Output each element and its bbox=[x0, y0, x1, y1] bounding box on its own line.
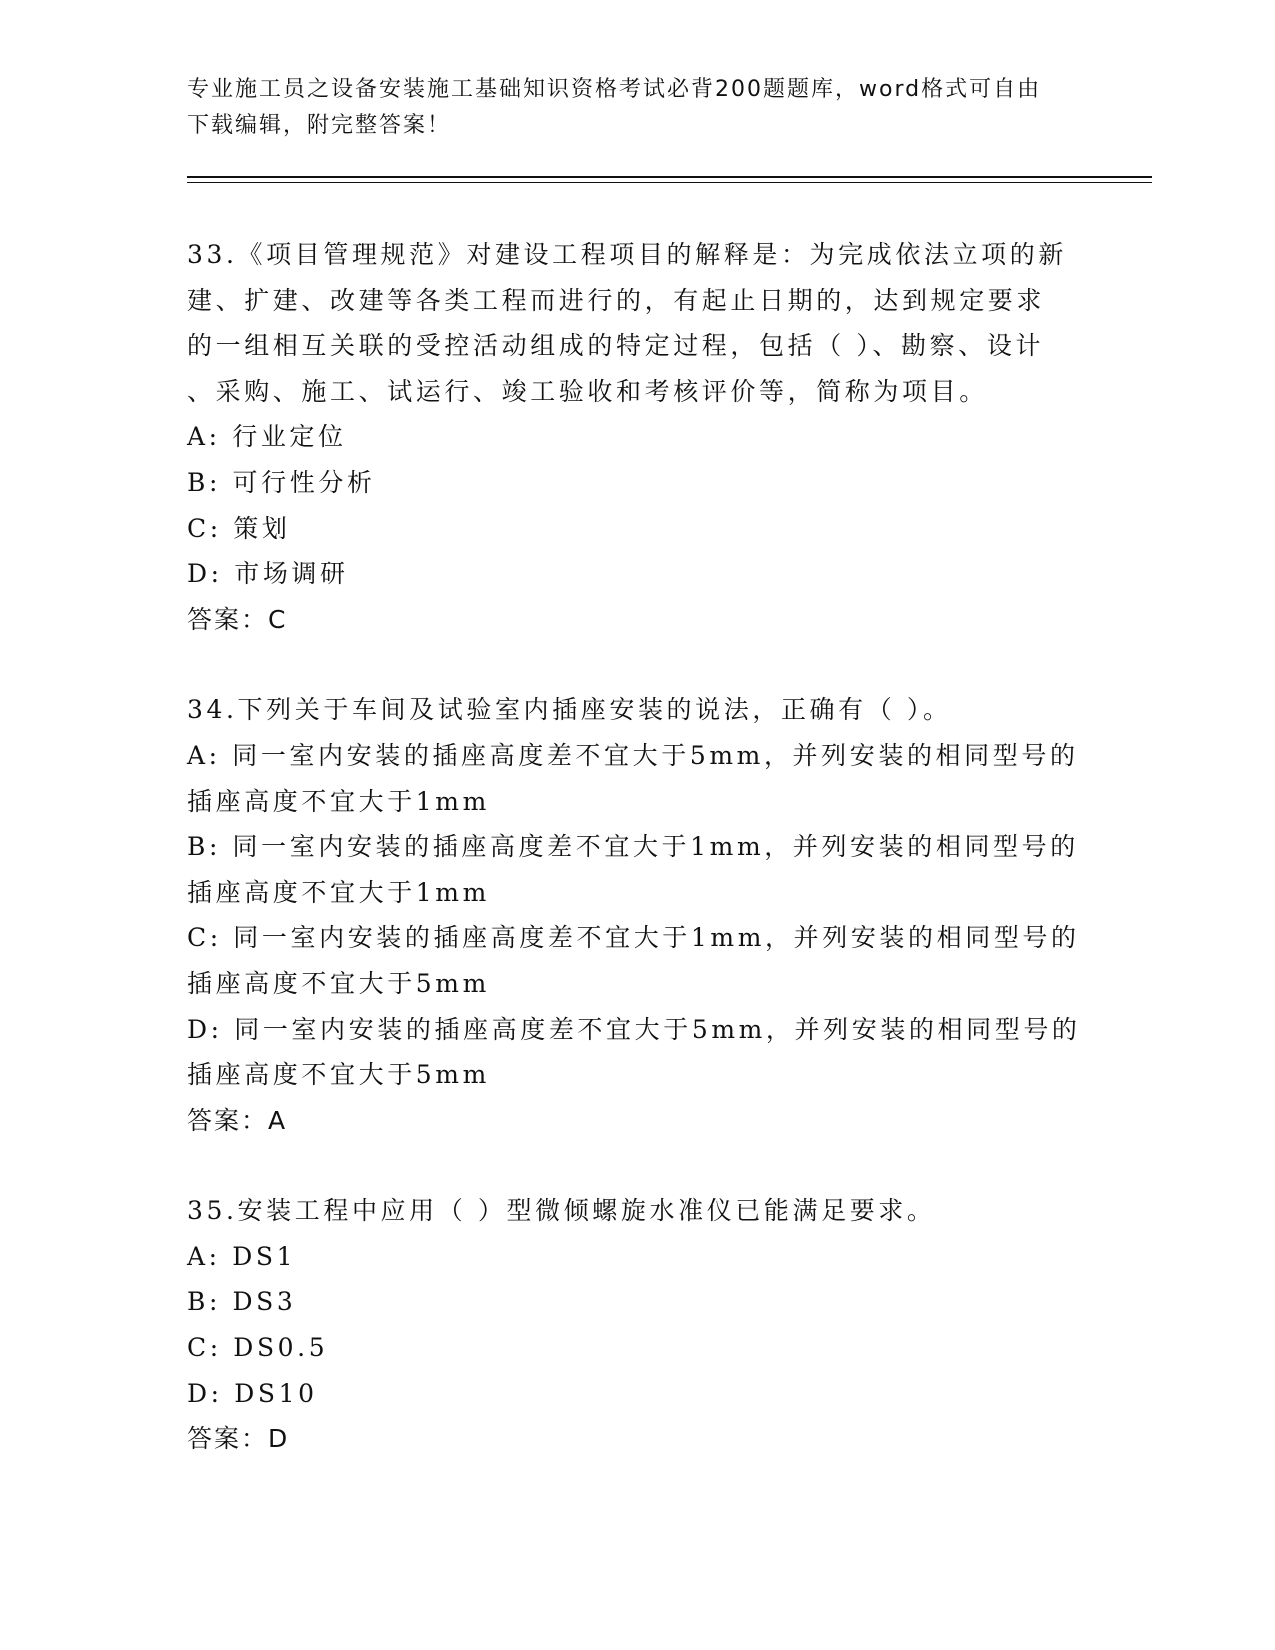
question-stem bbox=[187, 687, 1087, 733]
question-stem-line: 34.下列关于车间及试验室内插座安装的说法，正确有（ ）。 bbox=[187, 695, 952, 725]
question-block bbox=[187, 232, 1087, 642]
question-stem-line: 33.《项目管理规范》对建设工程项目的解释是：为完成依法立项的新 bbox=[187, 240, 1067, 269]
question-stem bbox=[187, 232, 1087, 414]
answer-option bbox=[187, 1007, 1087, 1098]
question-block bbox=[187, 1188, 1087, 1462]
answer-option-line: C: DS0.5 bbox=[187, 1333, 329, 1363]
answer-option-line: B: 可行性分析 bbox=[187, 467, 376, 497]
question-stem-line: 35.安装工程中应用（ ）型微倾螺旋水准仪已能满足要求。 bbox=[187, 1196, 936, 1226]
answer-option bbox=[187, 1371, 1087, 1417]
answer-option-line: 插座高度不宜大于5mm bbox=[187, 1060, 490, 1090]
header-rule-thick bbox=[187, 176, 1152, 178]
question-block bbox=[187, 687, 1087, 1143]
answer-option bbox=[187, 414, 1087, 460]
question-stem-line: 建、扩建、改建等各类工程而进行的，有起止日期的，达到规定要求 bbox=[187, 285, 1046, 315]
question-stem-line: 的一组相互关联的受控活动组成的特定过程，包括（ ）、勘察、设计 bbox=[187, 331, 1045, 361]
answer-option-line: 插座高度不宜大于1mm bbox=[187, 877, 490, 907]
document-header bbox=[187, 72, 1067, 144]
answer-option-line: A: DS1 bbox=[187, 1241, 297, 1271]
answer-option-line: D: 同一室内安装的插座高度差不宜大于5mm，并列安装的相同型号的 bbox=[187, 1014, 1081, 1044]
answer-option bbox=[187, 733, 1087, 824]
answer-option-line: B: 同一室内安装的插座高度差不宜大于1mm，并列安装的相同型号的 bbox=[187, 832, 1079, 862]
answer-option-line: D: DS10 bbox=[187, 1378, 318, 1408]
answer-option bbox=[187, 915, 1087, 1006]
answer-option-line: C: 同一室内安装的插座高度差不宜大于1mm，并列安装的相同型号的 bbox=[187, 923, 1080, 953]
answer-option-line: C: 策划 bbox=[187, 513, 291, 543]
answer-key: 答案：A bbox=[187, 1105, 288, 1135]
answer-option bbox=[187, 506, 1087, 552]
answer-option-line: A: 行业定位 bbox=[187, 422, 347, 452]
answer-option bbox=[187, 1325, 1087, 1371]
header-line-2: 下载编辑，附完整答案！ bbox=[187, 113, 452, 138]
answer-option bbox=[187, 824, 1087, 915]
answer-option-line: A: 同一室内安装的插座高度差不宜大于5mm，并列安装的相同型号的 bbox=[187, 740, 1079, 770]
answer-option bbox=[187, 1234, 1087, 1280]
answer-option bbox=[187, 1279, 1087, 1325]
answer-key: 答案：D bbox=[187, 1424, 290, 1454]
question-stem bbox=[187, 1188, 1087, 1234]
answer-option-line: 插座高度不宜大于1mm bbox=[187, 786, 490, 816]
answer-option-line: B: DS3 bbox=[187, 1287, 297, 1317]
question-list bbox=[187, 232, 1087, 1507]
answer-option bbox=[187, 460, 1087, 506]
header-line-1: 专业施工员之设备安装施工基础知识资格考试必背200题题库，word格式可自由 bbox=[187, 77, 1042, 102]
answer-key: 答案：C bbox=[187, 604, 288, 634]
answer-option-line: 插座高度不宜大于5mm bbox=[187, 968, 490, 998]
header-rule-thin bbox=[187, 182, 1152, 183]
question-stem-line: 、采购、施工、试运行、竣工验收和考核评价等，简称为项目。 bbox=[187, 376, 988, 406]
answer-option-line: D: 市场调研 bbox=[187, 559, 349, 589]
answer-option bbox=[187, 551, 1087, 597]
